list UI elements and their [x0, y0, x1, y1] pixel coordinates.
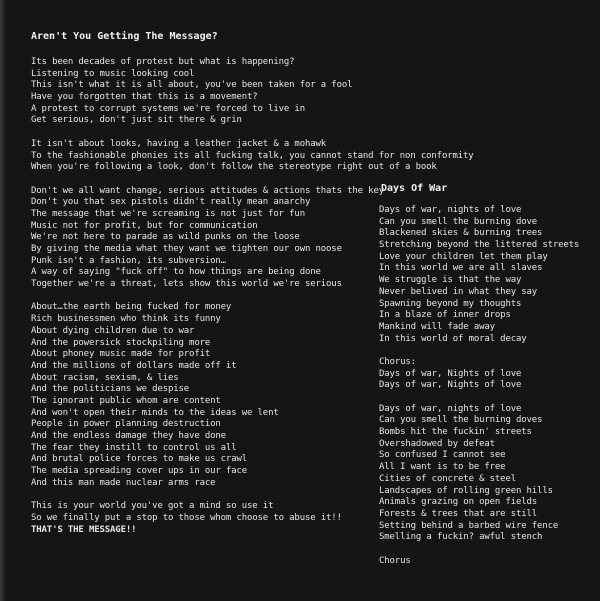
lyric-line: About phoney music made for profit [31, 349, 211, 360]
lyric-line: About…the earth being fucked for money [31, 302, 232, 313]
lyric-line: And won't open their minds to the ideas we lent [31, 407, 279, 418]
lyric-line: Spawning beyond my thoughts [379, 298, 522, 309]
lyric-line: Punk isn't a fashion, its subversion… [31, 255, 226, 266]
lyric-line: Forests & trees that are still [379, 508, 538, 519]
lyric-line: Overshadowed by defeat [379, 438, 495, 449]
lyric-line: Never belived in what they say [379, 286, 538, 297]
lyric-line: Stretching beyond the littered streets [379, 240, 580, 251]
lyric-line: Animals grazing on open fields [379, 497, 538, 508]
lyric-line: Together we're a threat, lets show this world we're serious [31, 279, 342, 290]
lyric-line: Rich businessmen who think its funny [31, 314, 221, 325]
right-song-lyrics [379, 205, 579, 567]
lyric-line: Chorus: [379, 356, 416, 367]
lyric-line: By giving the media what they want we tighten our own noose [31, 244, 342, 254]
lyric-line: And this man made nuclear arms race [31, 477, 216, 488]
stanza-gap [379, 544, 579, 556]
lyric-line: A way of saying "fuck off" to how things are being done [31, 267, 321, 278]
closing-line: THAT'S THE MESSAGE!! [31, 524, 137, 535]
lyric-line: Days of war, Nights of love [379, 368, 522, 379]
lyric-line: The ignorant public whom are content [31, 395, 221, 406]
lyric-line: It isn't about looks, having a leather jacket & a mohawk [31, 138, 327, 149]
lyric-line: And the millions of dollars made off it [31, 360, 237, 371]
stanza-gap [31, 127, 474, 139]
lyric-line: A protest to corrupt systems we're forced to live in [31, 103, 305, 114]
lyric-line: About racism, sexism, & lies [31, 372, 179, 383]
lyric-line: To the fashionable phonies its all fucking talk, you cannot stand for non conformity [31, 150, 474, 161]
lyric-line: Love your children let them play [379, 251, 548, 262]
lyric-line: All I want is to be free [379, 462, 506, 473]
lyric-line: So confused I cannot see [379, 450, 506, 461]
lyric-line: We struggle is that the way [379, 275, 522, 286]
lyric-line: Listening to music looking cool [31, 68, 195, 79]
lyric-line: We're not here to parade as wild punks on the loose [31, 232, 300, 243]
lyric-line: Have you forgotten that this is a movement? [31, 92, 258, 103]
lyric-line: Setting behind a barbed wire fence [379, 520, 559, 531]
lyric-line: Bombs hit the fuckin' streets [379, 427, 532, 438]
lyric-line: Get serious, don't just sit there & grin [31, 115, 242, 126]
lyric-line: In this world we are all slaves [379, 263, 543, 274]
lyric-line: Can you smell the burning dove [379, 216, 538, 227]
lyric-line: Blackened skies & burning trees [379, 228, 543, 239]
lyric-line: This isn't what it is all about, you've been taken for a fool [31, 80, 353, 91]
lyric-line: Don't we all want change, serious attitudes & actions thats the key [31, 185, 384, 196]
lyric-line: Landscapes of rolling green hills [379, 485, 553, 496]
left-song-title: Aren't You Getting The Message? [31, 31, 218, 42]
lyric-line: And the politicians we despise [31, 384, 190, 395]
lyric-line: Chorus [379, 555, 411, 566]
lyric-line: Mankind will fade away [379, 321, 495, 332]
lyric-line: In a blaze of inner drops [379, 310, 511, 321]
lyric-line: Days of war, nights of love [379, 205, 522, 215]
lyric-line: Cities of concrete & steel [379, 473, 516, 484]
lyric-line: This is your world you've got a mind so use it [31, 501, 274, 512]
scan-edge [0, 0, 6, 601]
lyric-line: And the endless damage they have done [31, 431, 226, 441]
lyric-line: The message that we're screaming is not just for fun [31, 208, 305, 219]
lyric-line: Its been decades of protest but what is happening? [31, 57, 295, 67]
stanza-gap [379, 345, 579, 357]
lyric-line: In this world of moral decay [379, 333, 527, 344]
lyric-line: And the powersick stockpiling more [31, 337, 211, 348]
right-song-title: Days Of War [381, 183, 448, 194]
lyric-line: The media spreading cover ups in our face [31, 466, 248, 477]
lyric-line: And brutal police forces to make us crawl [31, 454, 248, 465]
lyric-line: Music not for profit, but for communication [31, 220, 258, 231]
lyric-line: Smelling a fuckin? awful stench [379, 532, 543, 543]
lyric-line: The fear they instill to control us all [31, 442, 237, 453]
stanza-gap [379, 392, 579, 404]
lyric-line: So we finally put a stop to those whom choose to abuse it!! [31, 512, 342, 523]
lyric-line: Can you smell the burning doves [379, 415, 543, 426]
lyric-line: Don't you that sex pistols didn't really mean anarchy [31, 197, 311, 208]
lyric-line: Days of war, Nights of love [379, 380, 522, 391]
lyric-line: About dying children due to war [31, 325, 195, 336]
lyric-line: When you're following a look, don't follow the stereotype right out of a book [31, 162, 437, 173]
lyric-line: People in power planning destruction [31, 419, 221, 430]
lyric-line: Days of war, nights of love [379, 403, 522, 414]
